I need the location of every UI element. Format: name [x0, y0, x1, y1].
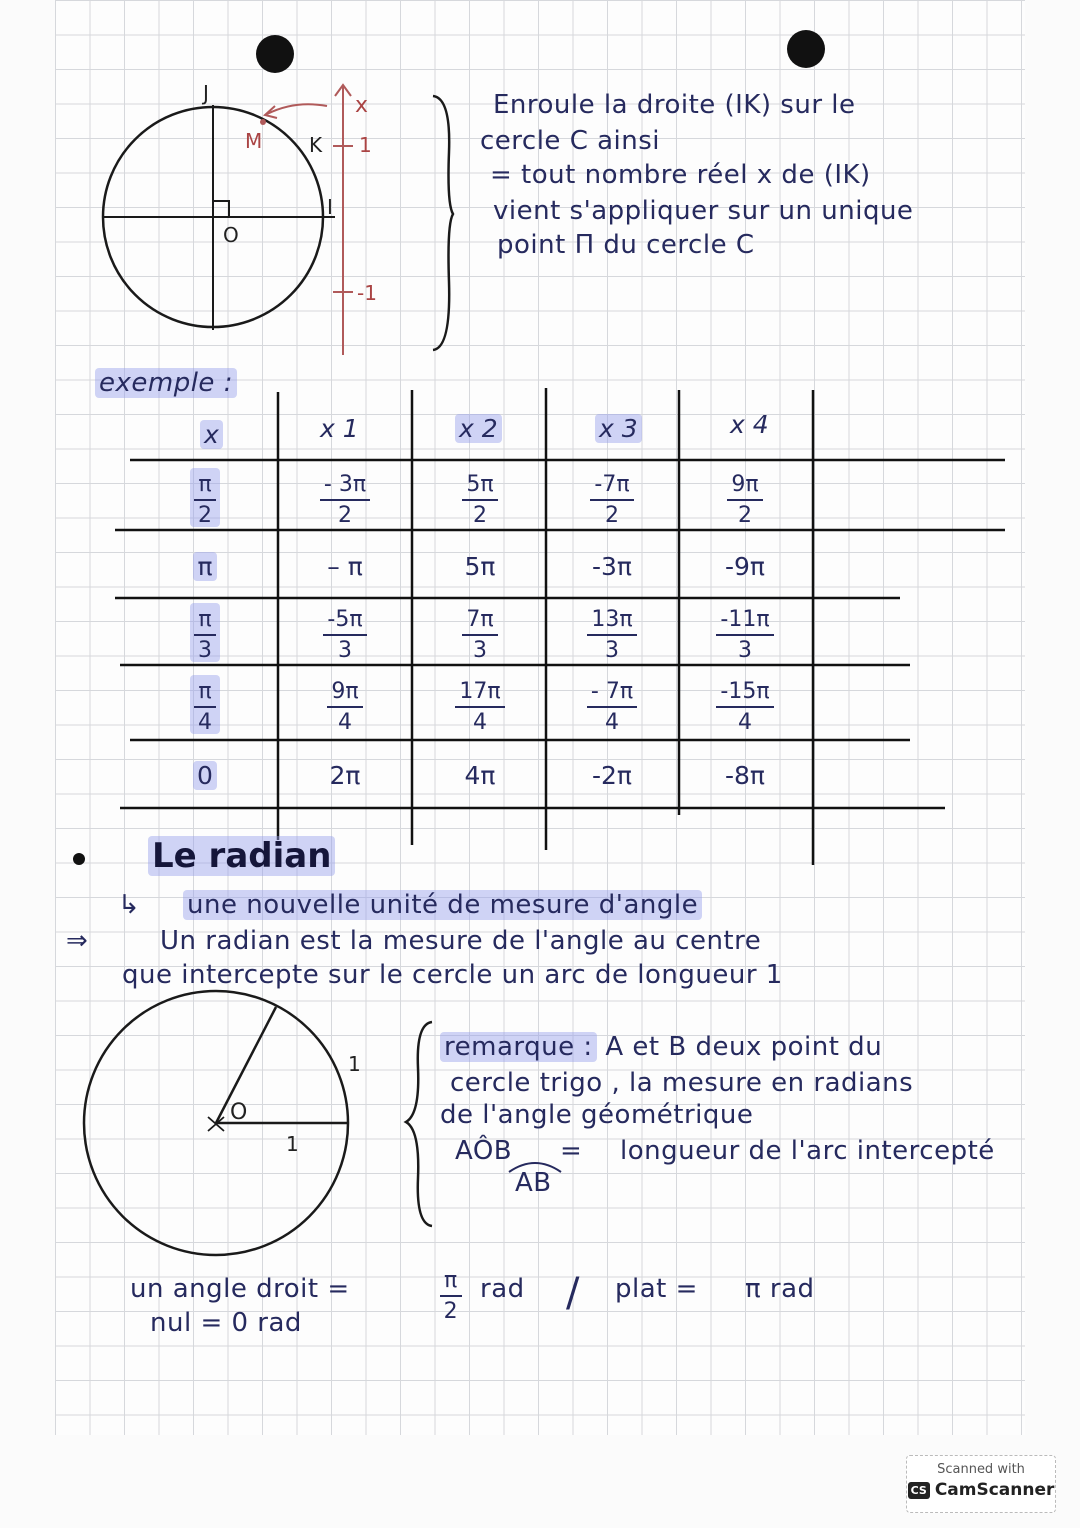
top-note-line-4: vient s'appliquer sur un unique	[493, 196, 914, 226]
table-cell: $\frac{7\pi}{3}$	[420, 600, 540, 664]
top-note-line-1: Enroule la droite (IK) sur le	[493, 90, 856, 120]
table-cell: π	[145, 534, 265, 598]
header-x4: x 4	[730, 410, 769, 439]
label-minus-one: -1	[357, 281, 377, 305]
radian-line-1: une nouvelle unité de mesure d'angle	[183, 888, 702, 922]
label-j: J	[203, 81, 209, 105]
bullet-dot	[73, 853, 85, 865]
top-note-line-5: point Π du cercle C	[497, 230, 755, 260]
label-radius-one: 1	[286, 1132, 299, 1156]
scanned-with-text: Scanned with	[937, 1462, 1025, 1477]
label-one: 1	[359, 133, 372, 157]
bottom-line-1-a: un angle droit =	[130, 1274, 350, 1304]
header-x2: x 2	[455, 414, 502, 443]
table-cell: -9π	[725, 551, 765, 581]
camscanner-name: CamScanner	[934, 1480, 1055, 1500]
remark-eq: =	[560, 1136, 583, 1166]
radian-circle-diagram	[80, 985, 370, 1275]
bottom-line-2: nul = 0 rad	[150, 1308, 302, 1338]
table-cell: $\frac{\pi}{4}$	[145, 672, 265, 736]
header-x3: x 3	[595, 414, 642, 443]
plat-label: plat =	[615, 1274, 698, 1304]
table-cell: $\frac{- 7\pi}{4}$	[552, 672, 672, 736]
label-m: M	[245, 129, 263, 153]
label-o-radian: O	[230, 1100, 248, 1125]
arrow-2: ⇒	[66, 926, 89, 956]
camscanner-badge	[906, 1455, 1056, 1513]
label-k: K	[309, 133, 323, 157]
bottom-line-1-b: π rad	[745, 1274, 815, 1304]
top-note-line-3: = tout nombre réel x de (IK)	[490, 160, 871, 190]
label-i: I	[327, 195, 333, 219]
table-cell: $\frac{\pi}{2}$	[145, 465, 265, 529]
pi-over-two: $\frac{\pi}{2}$	[440, 1262, 462, 1323]
radian-line-3: que intercepte sur le cercle un arc de longueur 1	[122, 960, 783, 990]
header-x1: x 1	[320, 414, 359, 443]
slash: /	[566, 1270, 580, 1316]
table-cell: 5π	[464, 551, 496, 581]
remark-line-2: cercle trigo , la mesure en radians	[450, 1068, 914, 1098]
table-cell: -3π	[592, 551, 632, 581]
table-cell: 0	[145, 743, 265, 807]
table-cell: – π	[327, 551, 363, 581]
camscanner-logo-icon: CS	[908, 1482, 930, 1499]
table-cell: $\frac{13\pi}{3}$	[552, 600, 672, 664]
radian-title: Le radian	[148, 836, 335, 876]
label-x: x	[355, 93, 369, 118]
table-cell: $\frac{5\pi}{2}$	[420, 465, 540, 529]
remark-line-4: longueur de l'arc intercepté	[620, 1136, 995, 1166]
table-cell: $\frac{9\pi}{2}$	[685, 465, 805, 529]
top-note-line-2: cercle C ainsi	[480, 126, 661, 156]
header-x: x	[200, 420, 223, 449]
table-cell: $\frac{-15\pi}{4}$	[685, 672, 805, 736]
table-cell: $\frac{-5\pi}{3}$	[285, 600, 405, 664]
remark-aob: AÔB	[455, 1136, 513, 1166]
table-cell: $\frac{17\pi}{4}$	[420, 672, 540, 736]
rad-label: rad	[480, 1274, 525, 1304]
table-cell: $\frac{- 3\pi}{2}$	[285, 465, 405, 529]
remark-line-1: remarque : A et B deux point du	[440, 1030, 882, 1064]
table-cell: $\frac{-7\pi}{2}$	[552, 465, 672, 529]
table-cell: $\frac{-11\pi}{3}$	[685, 600, 805, 664]
label-arc-one: 1	[348, 1052, 361, 1076]
radian-line-2: Un radian est la mesure de l'angle au centre	[160, 926, 762, 956]
table-cell: 4π	[464, 760, 496, 790]
example-label: exemple :	[95, 366, 237, 400]
table-cell: -2π	[592, 760, 632, 790]
remark-ab: AB	[515, 1168, 552, 1198]
table-cell: $\frac{9\pi}{4}$	[285, 672, 405, 736]
table-cell: 2π	[329, 760, 361, 790]
table-cell: $\frac{\pi}{3}$	[145, 600, 265, 664]
label-o: O	[223, 223, 239, 247]
remark-brace	[400, 1018, 440, 1230]
arrow-1: ↳	[118, 890, 141, 920]
camscanner-brand	[907, 1480, 1055, 1500]
remark-line-3: de l'angle géométrique	[440, 1100, 754, 1130]
table-cell: -8π	[725, 760, 765, 790]
